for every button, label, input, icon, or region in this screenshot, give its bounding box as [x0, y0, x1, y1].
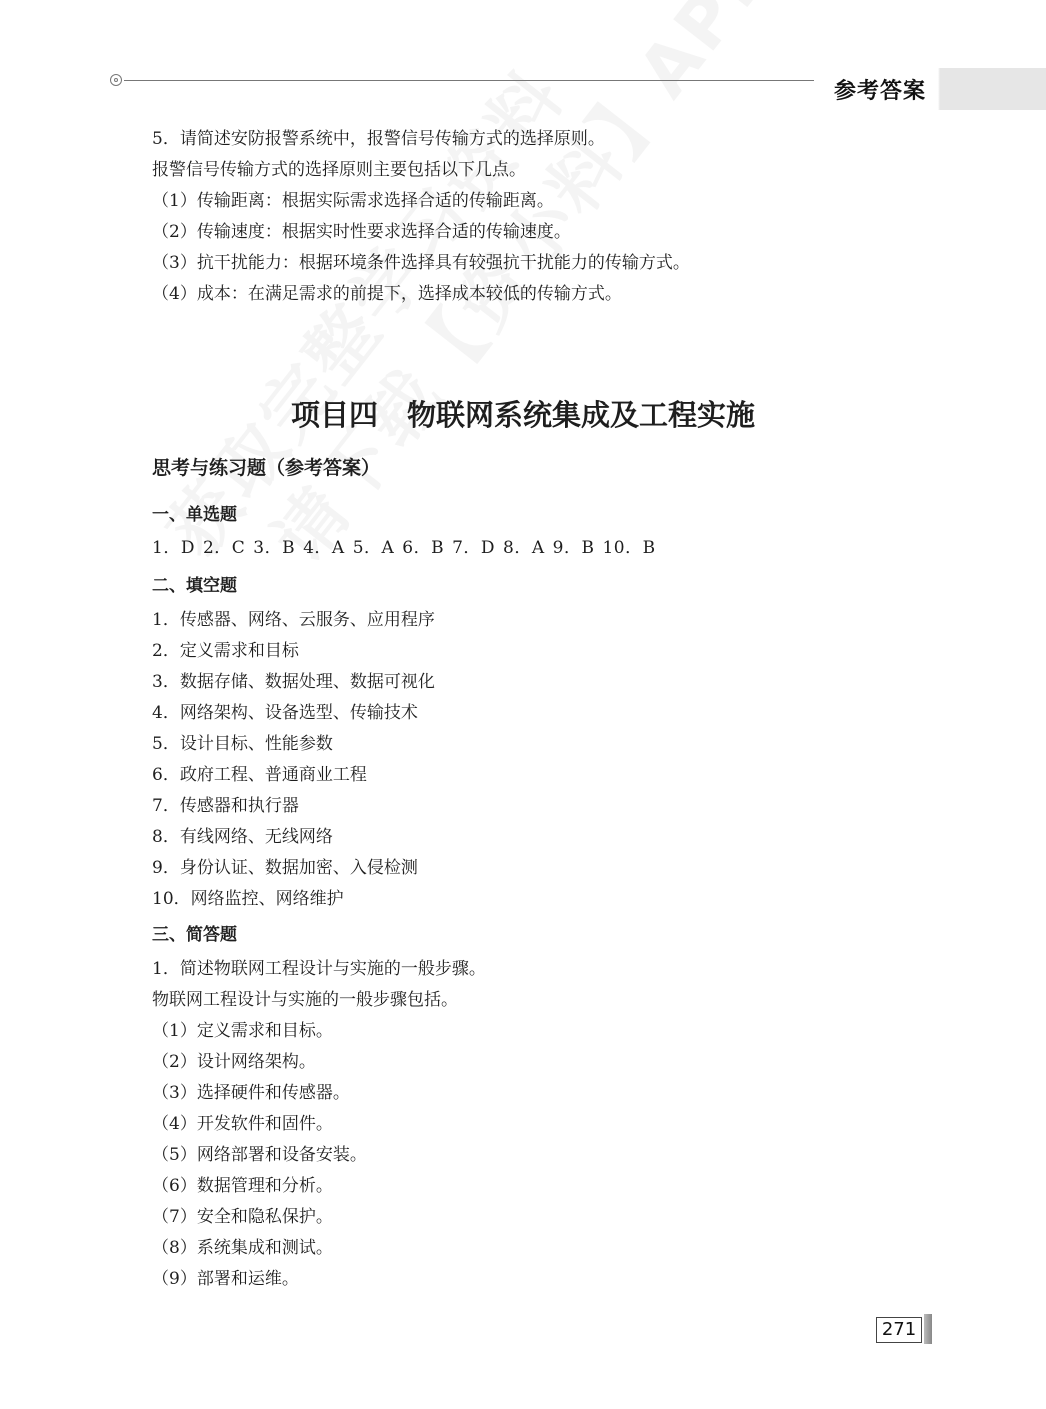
- step-item: （1）定义需求和目标。: [152, 1021, 333, 1041]
- fill-answer: 3．数据存储、数据处理、数据可视化: [152, 672, 435, 692]
- step-item: （9）部署和运维。: [152, 1269, 299, 1289]
- header-ornament-icon: [110, 74, 122, 86]
- fill-answer: 8．有线网络、无线网络: [152, 827, 333, 847]
- header-rule: [124, 80, 814, 81]
- step-item: （8）系统集成和测试。: [152, 1238, 333, 1258]
- answer-item: 2．C: [202, 538, 246, 558]
- fill-answer: 5．设计目标、性能参数: [152, 734, 333, 754]
- fill-answer: 9．身份认证、数据加密、入侵检测: [152, 858, 418, 878]
- project-title: 项目四 物联网系统集成及工程实施: [290, 398, 755, 432]
- question-5: 5．请简述安防报警系统中，报警信号传输方式的选择原则。: [152, 129, 605, 149]
- answer-item: 5．A: [352, 538, 395, 558]
- answer-item: 7．D: [452, 538, 496, 558]
- fill-answer: 6．政府工程、普通商业工程: [152, 765, 367, 785]
- step-item: （5）网络部署和设备安装。: [152, 1145, 367, 1165]
- fill-answer: 4．网络架构、设备选型、传输技术: [152, 703, 418, 723]
- fill-answer: 7．传感器和执行器: [152, 796, 299, 816]
- step-item: （6）数据管理和分析。: [152, 1176, 333, 1196]
- principle-item: （2）传输速度：根据实时性要求选择合适的传输速度。: [152, 222, 571, 242]
- principle-item: （1）传输距离：根据实际需求选择合适的传输距离。: [152, 191, 554, 211]
- answer-item: 8．A: [503, 538, 545, 558]
- short-answer-question: 1．简述物联网工程设计与实施的一般步骤。: [152, 959, 486, 979]
- answer-item: 4．A: [303, 538, 345, 558]
- step-item: （7）安全和隐私保护。: [152, 1207, 333, 1227]
- short-answer-intro: 物联网工程设计与实施的一般步骤包括。: [152, 990, 458, 1010]
- answer-item: 9．B: [552, 538, 595, 558]
- fill-answer: 2．定义需求和目标: [152, 641, 299, 661]
- project-subtitle: 思考与练习题（参考答案）: [152, 457, 381, 479]
- principle-item: （4）成本：在满足需求的前提下，选择成本较低的传输方式。: [152, 284, 622, 304]
- fill-answer: 10．网络监控、网络维护: [152, 889, 344, 909]
- header-title: 参考答案: [834, 79, 927, 104]
- page-number-edge: [924, 1314, 932, 1344]
- answer-item: 3．B: [253, 538, 296, 558]
- step-item: （4）开发软件和固件。: [152, 1114, 333, 1134]
- answer-item: 10．B: [602, 538, 656, 558]
- fill-answer: 1．传感器、网络、云服务、应用程序: [152, 610, 435, 630]
- step-item: （3）选择硬件和传感器。: [152, 1083, 350, 1103]
- short-answer-heading: 三、简答题: [152, 925, 237, 945]
- single-choice-heading: 一、单选题: [152, 505, 237, 525]
- fill-blank-heading: 二、填空题: [152, 576, 237, 596]
- watermark: [150, 0, 793, 628]
- single-choice-answers: [152, 540, 664, 557]
- page-number: 271: [876, 1317, 922, 1343]
- step-item: （2）设计网络架构。: [152, 1052, 316, 1072]
- answer-item: 1．D: [152, 538, 195, 558]
- answer-item: 6．B: [402, 538, 445, 558]
- principle-item: （3）抗干扰能力：根据环境条件选择具有较强抗干扰能力的传输方式。: [152, 253, 690, 273]
- question-5-intro: 报警信号传输方式的选择原则主要包括以下几点。: [152, 160, 526, 180]
